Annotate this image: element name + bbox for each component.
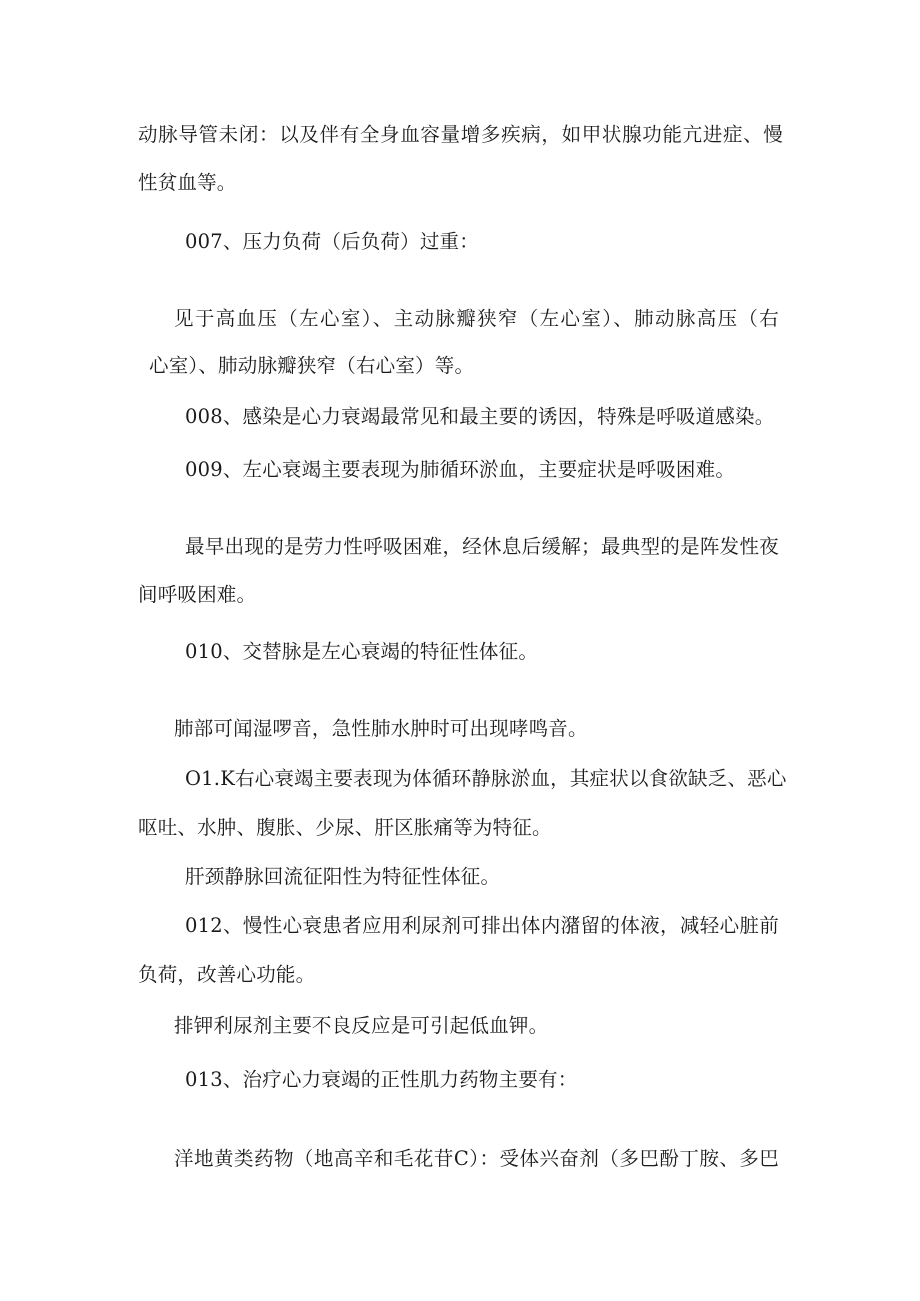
section-heading-013: 013、治疗心力衰竭的正性肌力药物主要有： (185, 1068, 578, 1091)
paragraph-line-3: 见于高血压（左心室）、主动脉瓣狭窄（左心室）、肺动脉高压（右 (174, 307, 779, 330)
section-item-010: 010、交替脉是左心衰竭的特征性体征。 (185, 640, 539, 663)
section-item-009: 009、左心衰竭主要表现为肺循环淤血，主要症状是呼吸困难。 (185, 458, 736, 481)
paragraph-line-5: 最早出现的是劳力性呼吸困难，经休息后缓解；最典型的是阵发性夜 (185, 535, 779, 558)
paragraph-line-12: 洋地黄类药物（地高辛和毛花苷C）：受体兴奋剂（多巴酚丁胺、多巴 (174, 1147, 779, 1170)
section-item-008: 008、感染是心力衰竭最常见和最主要的诱因，特殊是呼吸道感染。 (185, 405, 775, 428)
paragraph-line-1: 动脉导管未闭：以及伴有全身血容量增多疾病，如甲状腺功能亢进症、慢 (138, 123, 783, 146)
paragraph-line-11: 排钾利尿剂主要不良反应是可引起低血钾。 (174, 1014, 549, 1037)
paragraph-line-10: 负荷，改善心功能。 (138, 963, 316, 986)
paragraph-line-6: 间呼吸困难。 (138, 583, 257, 606)
section-item-012: 012、慢性心衰患者应用利尿剂可排出体内潴留的体液，减轻心脏前 (185, 914, 779, 937)
paragraph-line-8: 呕吐、水肿、腹胀、少尿、肝区胀痛等为特征。 (138, 816, 552, 839)
paragraph-line-7: 肺部可闻湿啰音，急性肺水肿时可出现哮鸣音。 (174, 717, 588, 740)
section-heading-007: 007、压力负荷（后负荷）过重： (185, 230, 479, 253)
paragraph-line-4: 心室）、肺动脉瓣狭窄（右心室）等。 (149, 354, 475, 377)
paragraph-line-9: 肝颈静脉回流征阳性为特征性体征。 (185, 865, 501, 888)
section-item-011: O1.K右心衰竭主要表现为体循环静脉淤血，其症状以食欲缺乏、恶心 (185, 767, 787, 790)
paragraph-line-2: 性贫血等。 (138, 171, 237, 194)
